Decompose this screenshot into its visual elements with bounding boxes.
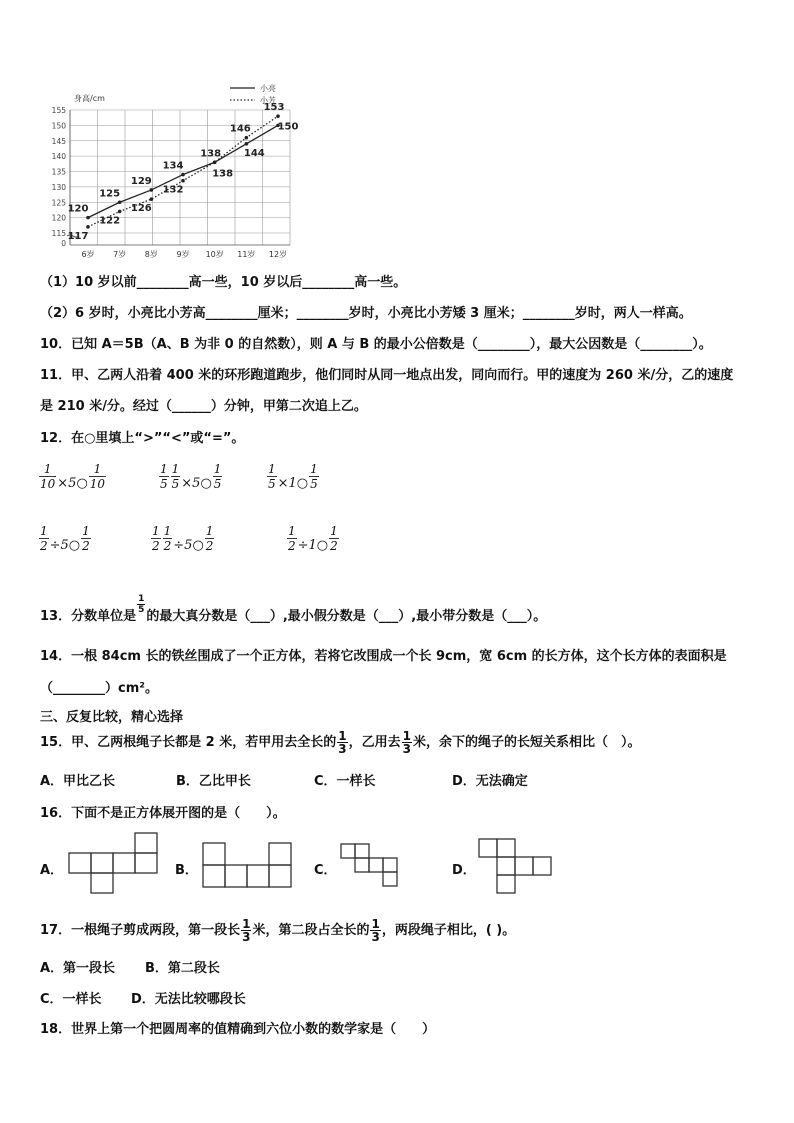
q15-option-a[interactable]: A．甲比乙长 xyxy=(40,774,116,789)
frac-denominator: 2 xyxy=(82,539,90,553)
frac-denominator: 2 xyxy=(40,539,48,553)
data-label: 153 xyxy=(263,102,285,114)
operator-and-circle[interactable]: ÷5○ xyxy=(49,538,81,553)
q9-part2: （2）6 岁时，小亮比小芳高________厘米；________岁时，小亮比小芳矮 3 厘米；________岁时，两人一样高。 xyxy=(40,306,692,321)
q17-frac1-num: 1 xyxy=(242,917,251,931)
data-point xyxy=(86,216,90,220)
frac-numerator: 1 xyxy=(40,524,48,538)
frac-denominator: 2 xyxy=(205,539,214,553)
q17-fraction-1 xyxy=(241,918,251,943)
data-point xyxy=(118,200,122,204)
q15-fraction-2 xyxy=(402,730,412,755)
y-axis-title: 身高/cm xyxy=(74,94,105,103)
left-fraction xyxy=(39,462,56,491)
q13-prefix: 13．分数单位是 xyxy=(40,609,137,624)
q12-item[interactable] xyxy=(266,462,320,491)
q15-middle: ，乙用去 xyxy=(348,735,401,750)
y-tick-label: 135 xyxy=(51,167,66,177)
x-tick-label: 11岁 xyxy=(237,250,256,258)
data-label: 146 xyxy=(229,123,251,135)
y-tick-label: 130 xyxy=(51,182,66,192)
q17-option-d[interactable]: D．无法比较哪段长 xyxy=(131,992,246,1007)
data-label: 144 xyxy=(243,147,265,159)
frac-numerator: 1 xyxy=(163,524,172,538)
data-point xyxy=(213,160,217,164)
q16-option-a-label[interactable]: A． xyxy=(40,863,64,878)
height-line-chart xyxy=(40,78,310,258)
y-tick-label: 115 xyxy=(51,229,66,238)
net-square xyxy=(135,833,157,853)
q10-text: 10．已知 A＝5B（A、B 为非 0 的自然数），则 A 与 B 的最小公倍数是（________），最大公因数是（________）。 xyxy=(40,337,712,352)
q17-frac1-den: 3 xyxy=(242,930,251,944)
x-tick-label: 7岁 xyxy=(113,250,127,258)
left-fraction xyxy=(267,462,277,491)
net-square xyxy=(91,853,113,873)
q14-line1: 14．一根 84cm 长的铁丝围成了一个正方体，若将它改围成一个长 9cm，宽 6cm 的长方体，这个长方体的表面积是 xyxy=(40,649,727,664)
q13-fraction xyxy=(137,594,145,615)
q17-frac2-num: 1 xyxy=(371,917,380,931)
q15-option-b[interactable]: B．乙比甲长 xyxy=(176,774,251,789)
q13-suffix: 的最大真分数是（___）,最小假分数是（___）,最小带分数是（___）。 xyxy=(146,609,547,624)
right-fraction xyxy=(309,462,319,491)
operator-and-circle[interactable]: ÷1○ xyxy=(297,538,329,553)
q12-item[interactable] xyxy=(286,524,340,553)
frac-denominator: 5 xyxy=(171,477,180,491)
frac-numerator: 1 xyxy=(160,462,168,476)
q15-line xyxy=(40,730,640,755)
data-point xyxy=(245,136,249,140)
q13-frac-den: 5 xyxy=(138,605,145,615)
q17-line xyxy=(40,918,515,943)
frac-numerator: 1 xyxy=(39,462,56,477)
right-fraction xyxy=(213,462,223,491)
left-fraction xyxy=(159,462,169,491)
q15-suffix: 米，余下的绳子的长短关系相比（ ）。 xyxy=(412,735,641,750)
chart-legend xyxy=(230,83,276,105)
x-tick-label: 6岁 xyxy=(81,250,95,258)
y-tick-label: 140 xyxy=(51,152,66,162)
frac-denominator: 5 xyxy=(310,477,318,491)
frac-numerator: 1 xyxy=(82,524,90,538)
frac-denominator: 2 xyxy=(163,539,172,553)
frac-numerator: 1 xyxy=(171,462,180,476)
right-fraction xyxy=(205,524,215,553)
data-point xyxy=(150,188,154,192)
q15-option-d[interactable]: D．无法确定 xyxy=(452,774,528,789)
data-label: 126 xyxy=(130,203,152,215)
y-tick-label: 125 xyxy=(51,198,66,208)
data-label: 138 xyxy=(212,168,234,180)
q16-option-b-net[interactable] xyxy=(202,842,296,888)
data-label: 125 xyxy=(99,188,121,200)
q16-option-c-label[interactable]: C． xyxy=(314,863,337,878)
right-fraction xyxy=(89,462,106,491)
q15-prefix: 15．甲、乙两根绳子长都是 2 米，若甲用去全长的 xyxy=(40,735,337,750)
frac-denominator: 2 xyxy=(330,539,338,553)
q16-text: 16．下面不是正方体展开图的是（ ）。 xyxy=(40,806,286,821)
q11-line1: 11．甲、乙两人沿着 400 米的环形跑道跑步，他们同时从同一地点出发，同向而行。甲的速度为 260 米/分，乙的速度 xyxy=(40,368,734,383)
frac-numerator: 1 xyxy=(152,524,160,538)
data-point xyxy=(181,173,185,177)
q15-fraction-1 xyxy=(337,730,347,755)
legend-label: 小亮 xyxy=(260,84,276,93)
left-fraction xyxy=(287,524,297,553)
q17-option-c[interactable]: C．一样长 xyxy=(40,992,102,1007)
q12-item[interactable] xyxy=(158,462,223,491)
net-square xyxy=(135,853,157,873)
q17-prefix: 17．一根绳子剪成两段，第一段长 xyxy=(40,923,241,938)
q16-option-a-net-bottom xyxy=(90,872,116,896)
q17-option-a[interactable]: A．第一段长 xyxy=(40,961,116,976)
frac-denominator: 5 xyxy=(160,477,168,491)
q13-frac-num: 1 xyxy=(138,594,145,604)
q16-option-d-net[interactable] xyxy=(478,838,552,894)
q15-frac1-den: 3 xyxy=(338,742,347,756)
q18-text: 18．世界上第一个把圆周率的值精确到六位小数的数学家是（ ） xyxy=(40,1022,436,1037)
q17-middle: 米，第二段占全长的 xyxy=(252,923,370,938)
q12-item[interactable] xyxy=(38,524,92,553)
frac-denominator: 10 xyxy=(89,477,106,491)
q14-line2: （________）cm²。 xyxy=(40,681,158,696)
right-fraction xyxy=(81,524,91,553)
data-point xyxy=(181,179,185,183)
frac-numerator: 1 xyxy=(213,462,222,476)
x-tick-label: 10岁 xyxy=(205,250,224,258)
q15-frac1-num: 1 xyxy=(338,729,347,743)
frac-denominator: 2 xyxy=(288,539,296,553)
x-tick-label: 9岁 xyxy=(176,250,190,258)
q15-frac2-num: 1 xyxy=(402,729,411,743)
data-point xyxy=(150,197,154,201)
x-tick-label: 8岁 xyxy=(144,250,158,258)
operator-and-circle[interactable]: ×5○ xyxy=(181,476,212,491)
operand-fraction xyxy=(171,462,181,491)
data-label: 120 xyxy=(67,203,89,215)
data-point xyxy=(118,210,122,214)
data-label: 134 xyxy=(162,160,184,172)
q16-option-c-net[interactable] xyxy=(340,843,404,889)
q15-frac2-den: 3 xyxy=(402,742,411,756)
frac-denominator: 2 xyxy=(152,539,160,553)
right-fraction xyxy=(329,524,339,553)
q15-option-c[interactable]: C．一样长 xyxy=(314,774,376,789)
data-point xyxy=(86,225,90,229)
q12-title: 12．在○里填上“>”“<”或“=”。 xyxy=(40,431,245,446)
left-fraction xyxy=(39,524,49,553)
frac-numerator: 1 xyxy=(268,462,276,476)
frac-numerator: 1 xyxy=(205,524,214,538)
operator-and-circle[interactable]: ÷5○ xyxy=(173,538,204,553)
y-tick-label: 155 xyxy=(51,106,66,115)
q17-fraction-2 xyxy=(370,918,380,943)
frac-denominator: 10 xyxy=(40,477,56,491)
q17-suffix: ，两段绳子相比，( )。 xyxy=(381,923,516,938)
frac-numerator: 1 xyxy=(310,462,318,476)
left-fraction xyxy=(151,524,161,553)
frac-numerator: 1 xyxy=(288,524,296,538)
q17-frac2-den: 3 xyxy=(371,930,380,944)
data-label: 132 xyxy=(162,184,184,196)
q16-option-b-label[interactable]: B． xyxy=(175,863,198,878)
operand-fraction xyxy=(163,524,173,553)
data-label: 117 xyxy=(67,230,89,242)
q12-item[interactable] xyxy=(150,524,215,553)
operator-and-circle[interactable]: ×1○ xyxy=(277,476,309,491)
q12-item[interactable] xyxy=(38,462,107,491)
frac-denominator: 5 xyxy=(268,477,276,491)
y-tick-label: 150 xyxy=(51,121,66,131)
data-label: 150 xyxy=(277,121,299,133)
q16-option-d-label[interactable]: D． xyxy=(452,863,476,878)
data-label: 122 xyxy=(99,215,121,227)
q13-line xyxy=(40,594,547,627)
legend-label: 小芳 xyxy=(260,96,276,105)
net-square xyxy=(113,853,135,873)
frac-numerator: 1 xyxy=(330,524,338,538)
data-label: 138 xyxy=(200,148,222,160)
x-tick-label: 12岁 xyxy=(268,250,288,258)
net-square xyxy=(69,853,91,873)
y-tick-label: 145 xyxy=(51,136,66,146)
data-point xyxy=(276,114,280,118)
frac-numerator: 1 xyxy=(89,462,106,477)
data-label: 129 xyxy=(130,175,152,187)
q16-option-a-net[interactable] xyxy=(68,832,158,874)
q9-part1: （1）10 岁以前________高一些，10 岁以后________高一些。 xyxy=(40,275,407,290)
frac-denominator: 5 xyxy=(213,477,222,491)
q17-option-b[interactable]: B．第二段长 xyxy=(145,961,220,976)
operator-and-circle[interactable]: ×5○ xyxy=(57,476,88,491)
y-tick-label: 0 xyxy=(61,239,66,248)
section-3-heading: 三、反复比较，精心选择 xyxy=(40,710,184,725)
y-tick-label: 120 xyxy=(51,213,66,223)
q11-line2: 是 210 米/分。经过（______）分钟，甲第二次追上乙。 xyxy=(40,399,367,414)
data-point xyxy=(245,142,249,146)
